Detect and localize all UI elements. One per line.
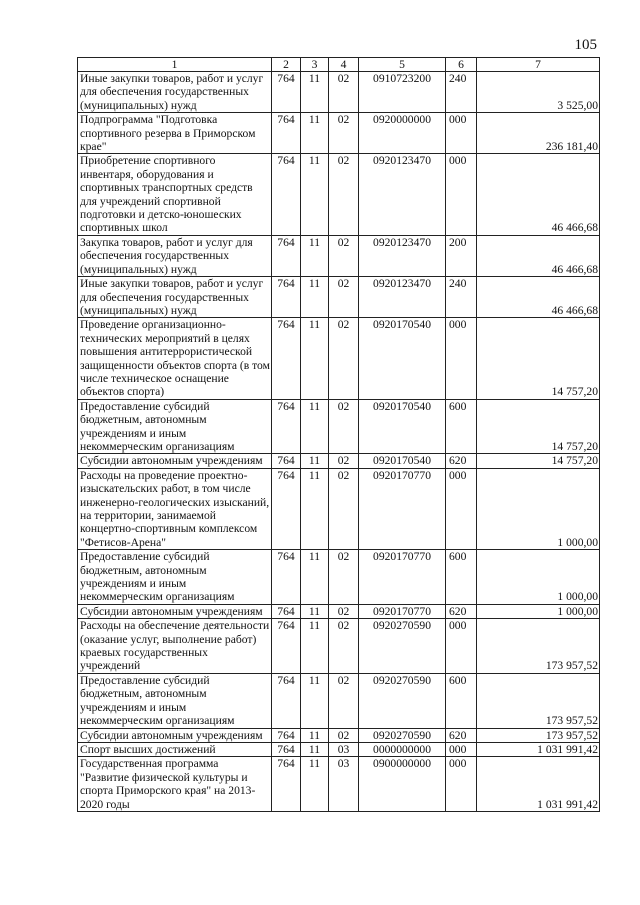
row-name-cell: Предоставление субсидий бюджетным, автономным учреждениям и иным некоммерческим организациям xyxy=(78,673,272,728)
row-amount-cell: 1 000,00 xyxy=(477,604,600,618)
row-pr-cell: 02 xyxy=(329,399,359,454)
row-rz-cell: 11 xyxy=(301,619,329,674)
row-vr-cell: 600 xyxy=(446,550,477,605)
table-row xyxy=(78,550,600,605)
row-name-cell: Предоставление субсидий бюджетным, автономным учреждениям и иным некоммерческим организациям xyxy=(78,550,272,605)
row-name-cell: Иные закупки товаров, работ и услуг для обеспечения государственных (муниципальных) нужд xyxy=(78,72,272,113)
row-pr-cell: 02 xyxy=(329,604,359,618)
row-vr-cell: 200 xyxy=(446,235,477,276)
header-cell-rz: 3 xyxy=(301,58,329,72)
row-rz-cell: 11 xyxy=(301,72,329,113)
row-name-cell: Спорт высших достижений xyxy=(78,742,272,756)
row-ved-cell: 764 xyxy=(272,235,301,276)
row-csr-cell: 0920000000 xyxy=(359,113,446,154)
row-pr-cell: 02 xyxy=(329,619,359,674)
row-ved-cell: 764 xyxy=(272,318,301,399)
row-rz-cell: 11 xyxy=(301,399,329,454)
row-name-cell: Расходы на обеспечение деятельности (оказание услуг, выполнение работ) краевых государственных учреждений xyxy=(78,619,272,674)
row-amount-cell: 14 757,20 xyxy=(477,399,600,454)
row-vr-cell: 000 xyxy=(446,154,477,235)
row-ved-cell: 764 xyxy=(272,277,301,318)
row-csr-cell: 0920170540 xyxy=(359,399,446,454)
header-cell-pr: 4 xyxy=(329,58,359,72)
row-pr-cell: 02 xyxy=(329,277,359,318)
table-row xyxy=(78,72,600,113)
row-ved-cell: 764 xyxy=(272,399,301,454)
header-cell-vr: 6 xyxy=(446,58,477,72)
row-pr-cell: 02 xyxy=(329,318,359,399)
row-rz-cell: 11 xyxy=(301,318,329,399)
row-amount-cell: 173 957,52 xyxy=(477,728,600,742)
row-name-cell: Предоставление субсидий бюджетным, автономным учреждениям и иным некоммерческим организациям xyxy=(78,399,272,454)
row-pr-cell: 02 xyxy=(329,468,359,549)
row-csr-cell: 0920170770 xyxy=(359,604,446,618)
row-rz-cell: 11 xyxy=(301,673,329,728)
row-name-cell: Расходы на проведение проектно-изыскательских работ, в том числе инженерно-геологических изысканий, на территории, занимаемой концертно-спортивным комплексом "Фетисов-Арена" xyxy=(78,468,272,549)
page-number: 105 xyxy=(574,37,597,53)
row-rz-cell: 11 xyxy=(301,742,329,756)
row-amount-cell: 14 757,20 xyxy=(477,318,600,399)
table-row xyxy=(78,277,600,318)
row-ved-cell: 764 xyxy=(272,673,301,728)
row-vr-cell: 620 xyxy=(446,728,477,742)
row-vr-cell: 620 xyxy=(446,454,477,468)
row-rz-cell: 11 xyxy=(301,604,329,618)
row-rz-cell: 11 xyxy=(301,113,329,154)
row-amount-cell: 173 957,52 xyxy=(477,619,600,674)
row-csr-cell: 0920123470 xyxy=(359,277,446,318)
row-ved-cell: 764 xyxy=(272,550,301,605)
table-row xyxy=(78,619,600,674)
row-name-cell: Подпрограмма "Подготовка спортивного резерва в Приморском крае" xyxy=(78,113,272,154)
row-pr-cell: 02 xyxy=(329,72,359,113)
row-amount-cell: 46 466,68 xyxy=(477,154,600,235)
row-pr-cell: 02 xyxy=(329,454,359,468)
row-rz-cell: 11 xyxy=(301,277,329,318)
row-vr-cell: 000 xyxy=(446,318,477,399)
table-row xyxy=(78,235,600,276)
budget-table xyxy=(77,57,600,812)
row-csr-cell: 0900000000 xyxy=(359,757,446,812)
row-vr-cell: 000 xyxy=(446,742,477,756)
table-row xyxy=(78,154,600,235)
row-ved-cell: 764 xyxy=(272,757,301,812)
row-pr-cell: 02 xyxy=(329,154,359,235)
row-rz-cell: 11 xyxy=(301,550,329,605)
row-vr-cell: 000 xyxy=(446,468,477,549)
header-cell-amount: 7 xyxy=(477,58,600,72)
table-row xyxy=(78,468,600,549)
row-name-cell: Государственная программа "Развитие физической культуры и спорта Приморского края" на 2013-2020 годы xyxy=(78,757,272,812)
row-csr-cell: 0920270590 xyxy=(359,619,446,674)
row-rz-cell: 11 xyxy=(301,154,329,235)
row-vr-cell: 600 xyxy=(446,673,477,728)
row-pr-cell: 02 xyxy=(329,673,359,728)
row-amount-cell: 1 031 991,42 xyxy=(477,742,600,756)
row-amount-cell: 1 000,00 xyxy=(477,468,600,549)
row-pr-cell: 02 xyxy=(329,728,359,742)
row-vr-cell: 600 xyxy=(446,399,477,454)
row-rz-cell: 11 xyxy=(301,454,329,468)
table-row xyxy=(78,318,600,399)
row-csr-cell: 0000000000 xyxy=(359,742,446,756)
row-vr-cell: 000 xyxy=(446,619,477,674)
row-csr-cell: 0910723200 xyxy=(359,72,446,113)
row-amount-cell: 46 466,68 xyxy=(477,277,600,318)
row-ved-cell: 764 xyxy=(272,728,301,742)
row-vr-cell: 620 xyxy=(446,604,477,618)
row-amount-cell: 1 031 991,42 xyxy=(477,757,600,812)
table-row xyxy=(78,454,600,468)
row-amount-cell: 173 957,52 xyxy=(477,673,600,728)
row-vr-cell: 000 xyxy=(446,113,477,154)
row-csr-cell: 0920170540 xyxy=(359,454,446,468)
row-name-cell: Субсидии автономным учреждениям xyxy=(78,604,272,618)
row-pr-cell: 03 xyxy=(329,742,359,756)
header-cell-name: 1 xyxy=(78,58,272,72)
row-csr-cell: 0920270590 xyxy=(359,673,446,728)
row-pr-cell: 02 xyxy=(329,550,359,605)
row-amount-cell: 1 000,00 xyxy=(477,550,600,605)
table-row xyxy=(78,113,600,154)
row-ved-cell: 764 xyxy=(272,604,301,618)
row-csr-cell: 0920170540 xyxy=(359,318,446,399)
row-ved-cell: 764 xyxy=(272,742,301,756)
header-cell-ved: 2 xyxy=(272,58,301,72)
table-row xyxy=(78,728,600,742)
row-pr-cell: 02 xyxy=(329,113,359,154)
table-row xyxy=(78,673,600,728)
table-row xyxy=(78,399,600,454)
row-csr-cell: 0920123470 xyxy=(359,154,446,235)
row-amount-cell: 46 466,68 xyxy=(477,235,600,276)
row-name-cell: Закупка товаров, работ и услуг для обеспечения государственных (муниципальных) нужд xyxy=(78,235,272,276)
row-amount-cell: 14 757,20 xyxy=(477,454,600,468)
row-rz-cell: 11 xyxy=(301,235,329,276)
table-row xyxy=(78,604,600,618)
row-vr-cell: 240 xyxy=(446,72,477,113)
row-csr-cell: 0920170770 xyxy=(359,550,446,605)
row-rz-cell: 11 xyxy=(301,728,329,742)
row-name-cell: Приобретение спортивного инвентаря, оборудования и спортивных транспортных средств для учреждений спортивной подготовки и детско-юношеских спортивных школ xyxy=(78,154,272,235)
row-ved-cell: 764 xyxy=(272,454,301,468)
row-pr-cell: 02 xyxy=(329,235,359,276)
row-rz-cell: 11 xyxy=(301,757,329,812)
table-row xyxy=(78,742,600,756)
row-ved-cell: 764 xyxy=(272,72,301,113)
row-csr-cell: 0920123470 xyxy=(359,235,446,276)
table-row xyxy=(78,757,600,812)
row-name-cell: Субсидии автономным учреждениям xyxy=(78,454,272,468)
row-amount-cell: 236 181,40 xyxy=(477,113,600,154)
table-header-row xyxy=(78,58,600,72)
row-amount-cell: 3 525,00 xyxy=(477,72,600,113)
row-name-cell: Проведение организационно-технических мероприятий в целях повышения антитеррористической защищенности объектов спорта (в том числе техническое оснащение объектов спорта) xyxy=(78,318,272,399)
row-vr-cell: 240 xyxy=(446,277,477,318)
row-ved-cell: 764 xyxy=(272,113,301,154)
row-csr-cell: 0920170770 xyxy=(359,468,446,549)
row-ved-cell: 764 xyxy=(272,468,301,549)
row-ved-cell: 764 xyxy=(272,619,301,674)
row-name-cell: Иные закупки товаров, работ и услуг для обеспечения государственных (муниципальных) нужд xyxy=(78,277,272,318)
header-cell-csr: 5 xyxy=(359,58,446,72)
row-name-cell: Субсидии автономным учреждениям xyxy=(78,728,272,742)
row-csr-cell: 0920270590 xyxy=(359,728,446,742)
row-ved-cell: 764 xyxy=(272,154,301,235)
row-vr-cell: 000 xyxy=(446,757,477,812)
row-pr-cell: 03 xyxy=(329,757,359,812)
row-rz-cell: 11 xyxy=(301,468,329,549)
